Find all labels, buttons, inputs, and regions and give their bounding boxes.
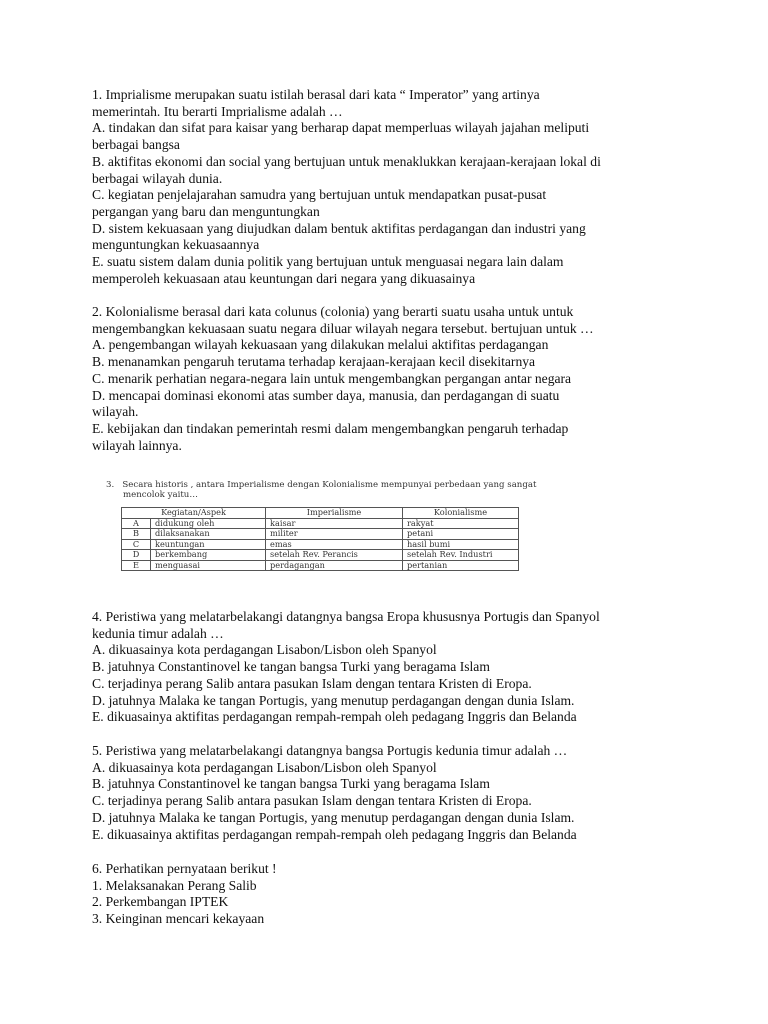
question-3-prompt-cont: mencolok yaitu… <box>123 490 198 500</box>
row-aspect: keuntungan <box>151 539 266 550</box>
option-c: C. terjadinya perang Salib antara pasukan Islam dengan tentara Kristen di Eropa. <box>92 675 532 691</box>
comparison-table <box>121 507 519 571</box>
option-b: berbagai wilayah dunia. <box>92 170 223 186</box>
question-1-text: memerintah. Itu berarti Imprialisme adalah … <box>92 103 343 119</box>
row-key: A <box>122 518 151 529</box>
option-b: B. aktifitas ekonomi dan social yang bertujuan untuk menaklukkan kerajaan-kerajaan lokal di <box>92 153 601 169</box>
option-a: A. dikuasainya kota perdagangan Lisabon/Lisbon oleh Spanyol <box>92 642 437 658</box>
question-4-text: 4. Peristiwa yang melatarbelakangi datangnya bangsa Eropa khususnya Portugis dan Spanyol <box>92 609 600 624</box>
question-2-text: 2. Kolonialisme berasal dari kata colunus (colonia) yang berarti suatu usaha untuk untuk <box>92 304 574 319</box>
table-row <box>122 550 519 561</box>
row-key: E <box>122 560 151 571</box>
question-2-text: mengembangkan kekuasaan suatu negara diluar wilayah negara tersebut. bertujuan untuk … <box>92 320 594 336</box>
question-5 <box>92 743 732 843</box>
option-b: B. menanamkan pengaruh terutama terhadap kerajaan-kerajaan kecil disekitarnya <box>92 354 536 370</box>
row-aspect: menguasai <box>151 560 266 571</box>
option-c: C. menarik perhatian negara-negara lain untuk mengembangkan pergangan antar negara <box>92 370 572 386</box>
row-kolonialisme: petani <box>403 529 519 540</box>
table-row <box>122 518 519 529</box>
row-aspect: didukung oleh <box>151 518 266 529</box>
option-e: E. dikuasainya aktifitas perdagangan rempah-rempah oleh pedagang Inggris dan Belanda <box>92 709 577 725</box>
option-e: E. kebijakan dan tindakan pemerintah resmi dalam mengembangkan pengaruh terhadap <box>92 420 569 436</box>
option-a: A. tindakan dan sifat para kaisar yang berharap dapat memperluas wilayah jajahan meliputi <box>92 120 590 136</box>
option-e: E. dikuasainya aktifitas perdagangan rempah-rempah oleh pedagang Inggris dan Belanda <box>92 826 577 842</box>
statement-2: 2. Perkembangan IPTEK <box>92 894 229 910</box>
row-imperialisme: perdagangan <box>266 560 403 571</box>
row-kolonialisme: pertanian <box>403 560 519 571</box>
option-c: pergangan yang baru dan menguntungkan <box>92 203 320 219</box>
row-imperialisme: emas <box>266 539 403 550</box>
question-3-number: 3. <box>106 480 115 490</box>
question-3-text <box>106 480 537 490</box>
row-key: B <box>122 529 151 540</box>
statement-3: 3. Keinginan mencari kekayaan <box>92 911 265 927</box>
row-imperialisme: kaisar <box>266 518 403 529</box>
header-aspect: Kegiatan/Aspek <box>122 508 266 519</box>
row-kolonialisme: hasil bumi <box>403 539 519 550</box>
table-row <box>122 560 519 571</box>
option-d: wilayah. <box>92 404 139 420</box>
question-4 <box>92 609 732 726</box>
statement-1: 1. Melaksanakan Perang Salib <box>92 877 257 893</box>
row-kolonialisme: rakyat <box>403 518 519 529</box>
option-a: A. dikuasainya kota perdagangan Lisabon/Lisbon oleh Spanyol <box>92 759 437 775</box>
row-imperialisme: militer <box>266 529 403 540</box>
question-2 <box>92 304 732 454</box>
question-5-text: 5. Peristiwa yang melatarbelakangi datangnya bangsa Portugis kedunia timur adalah … <box>92 743 568 758</box>
table-header-row <box>122 508 519 519</box>
option-d: D. jatuhnya Malaka ke tangan Portugis, yang menutup perdagangan dengan dunia Islam. <box>92 809 575 825</box>
option-d: D. jatuhnya Malaka ke tangan Portugis, yang menutup perdagangan dengan dunia Islam. <box>92 692 575 708</box>
option-b: B. jatuhnya Constantinovel ke tangan bangsa Turki yang beragama Islam <box>92 776 490 792</box>
question-4-text: kedunia timur adalah … <box>92 625 224 641</box>
question-3-prompt: Secara historis , antara Imperialisme dengan Kolonialisme mempunyai perbedaan yang sangat <box>122 480 537 490</box>
row-imperialisme: setelah Rev. Perancis <box>266 550 403 561</box>
row-kolonialisme: setelah Rev. Industri <box>403 550 519 561</box>
option-d: D. sistem kekuasaan yang diujudkan dalam bentuk aktifitas perdagangan dan industri yang <box>92 220 586 236</box>
question-6 <box>92 861 732 928</box>
table-row <box>122 539 519 550</box>
header-kolonialisme: Kolonialisme <box>403 508 519 519</box>
option-a: berbagai bangsa <box>92 137 180 153</box>
header-imperialisme: Imperialisme <box>266 508 403 519</box>
question-1 <box>92 87 732 287</box>
option-c: C. kegiatan penjelajarahan samudra yang bertujuan untuk mendapatkan pusat-pusat <box>92 187 547 203</box>
option-d: menguntungkan kekuasaannya <box>92 237 260 253</box>
option-a: A. pengembangan wilayah kekuasaan yang dilakukan melalui aktifitas perdagangan <box>92 337 549 353</box>
question-3-image <box>106 480 537 571</box>
row-aspect: berkembang <box>151 550 266 561</box>
option-e: E. suatu sistem dalam dunia politik yang bertujuan untuk menguasai negara lain dalam <box>92 254 564 270</box>
option-e: memperoleh kekuasaan atau keuntungan dari negara yang dikuasainya <box>92 270 476 286</box>
option-d: D. mencapai dominasi ekonomi atas sumber daya, manusia, dan perdagangan di suatu <box>92 387 560 403</box>
option-b: B. jatuhnya Constantinovel ke tangan bangsa Turki yang beragama Islam <box>92 659 490 675</box>
option-e: wilayah lainnya. <box>92 437 182 453</box>
question-1-text: 1. Imprialisme merupakan suatu istilah berasal dari kata “ Imperator” yang artinya <box>92 87 540 102</box>
option-c: C. terjadinya perang Salib antara pasukan Islam dengan tentara Kristen di Eropa. <box>92 793 532 809</box>
row-key: D <box>122 550 151 561</box>
table-row <box>122 529 519 540</box>
row-aspect: dilaksanakan <box>151 529 266 540</box>
question-6-text: 6. Perhatikan pernyataan berikut ! <box>92 861 277 876</box>
row-key: C <box>122 539 151 550</box>
